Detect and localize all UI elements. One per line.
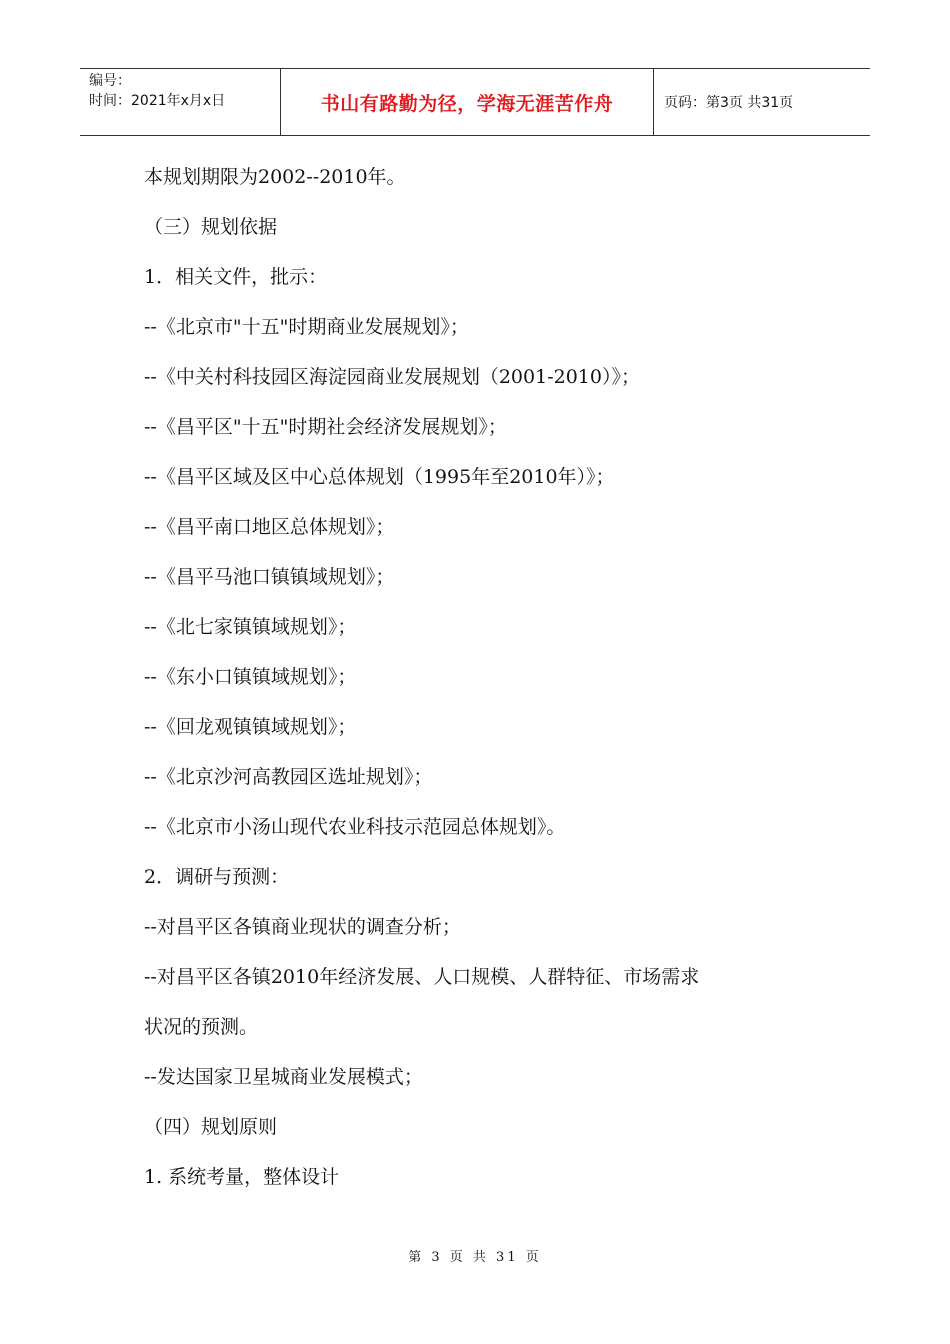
document-number-label: 编号：: [89, 73, 131, 89]
reference-item: --《东小口镇镇域规划》；: [144, 666, 357, 688]
survey-item: --对昌平区各镇商业现状的调查分析；: [144, 916, 461, 938]
header-motto: [281, 69, 654, 135]
header-page-info: [654, 69, 870, 135]
footer-page-number: 第 3 页 共 31 页: [408, 1250, 542, 1265]
header-meta: [80, 69, 281, 135]
survey-item-continuation: 状况的预测。: [144, 1016, 259, 1038]
header-page-label: 页码：第3页 共31页: [664, 95, 794, 111]
survey-item: --对昌平区各镇2010年经济发展、人口规模、人群特征、市场需求: [144, 966, 700, 988]
survey-item: --发达国家卫星城商业发展模式；: [144, 1066, 423, 1088]
subsection-heading: 2．调研与预测：: [144, 866, 290, 888]
reference-item: --《北京沙河高教园区选址规划》；: [144, 766, 433, 788]
subsection-heading: 1．相关文件，批示：: [144, 266, 328, 288]
reference-item: --《回龙观镇镇域规划》；: [144, 716, 357, 738]
reference-item: --《北京市"十五"时期商业发展规划》；: [144, 316, 469, 338]
document-body: [144, 165, 824, 1215]
principle-item: 1. 系统考量，整体设计: [144, 1166, 340, 1188]
reference-item: --《北七家镇镇域规划》；: [144, 616, 357, 638]
section-heading: （三）规划依据: [144, 216, 278, 238]
page-footer: [0, 1246, 950, 1265]
section-heading: （四）规划原则: [144, 1116, 278, 1138]
reference-item: --《北京市小汤山现代农业科技示范园总体规划》。: [144, 816, 566, 838]
page-header: [80, 68, 870, 136]
reference-item: --《昌平南口地区总体规划》；: [144, 516, 395, 538]
reference-item: --《中关村科技园区海淀园商业发展规划（2001-2010）》；: [144, 366, 640, 388]
motto-text: 书山有路勤为径，学海无涯苦作舟: [320, 92, 614, 115]
reference-item: --《昌平区域及区中心总体规划（1995年至2010年）》；: [144, 466, 615, 488]
body-line: 本规划期限为2002--2010年。: [144, 166, 406, 188]
reference-item: --《昌平区"十五"时期社会经济发展规划》；: [144, 416, 507, 438]
document-date-label: 时间：2021年x月x日: [89, 93, 226, 109]
reference-item: --《昌平马池口镇镇域规划》；: [144, 566, 395, 588]
